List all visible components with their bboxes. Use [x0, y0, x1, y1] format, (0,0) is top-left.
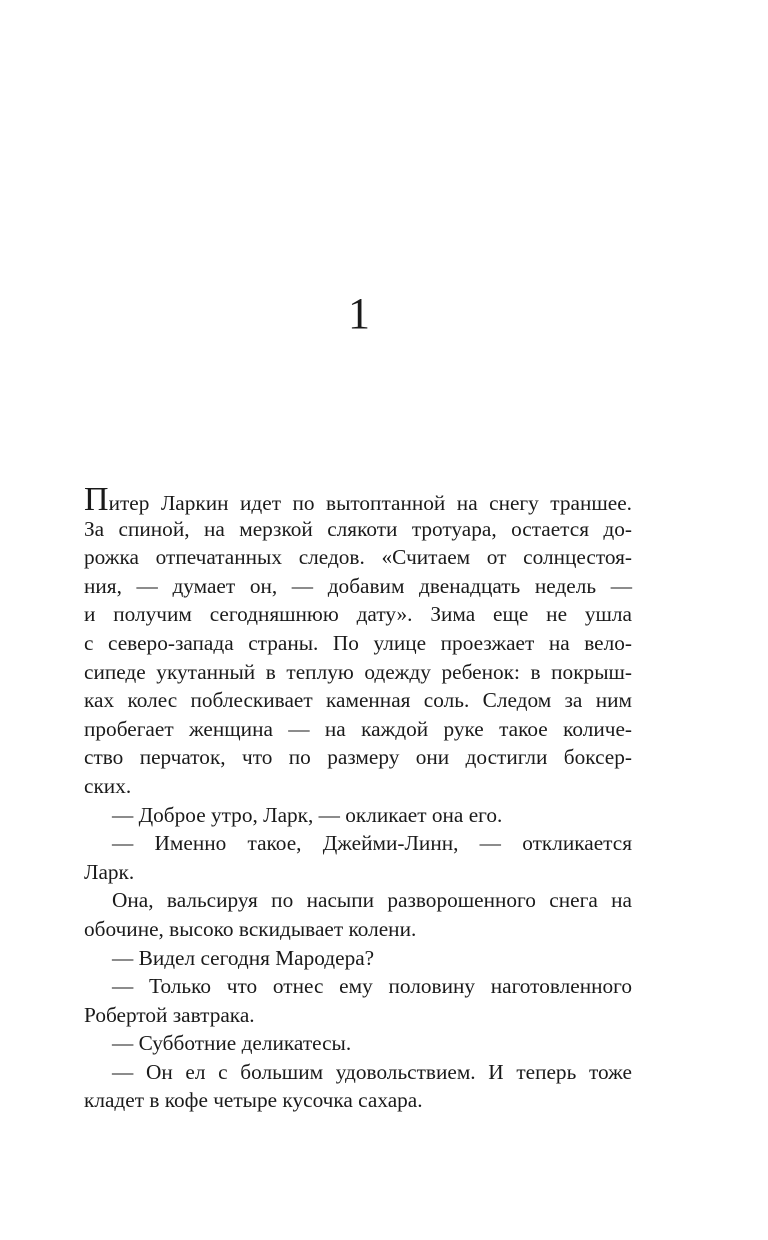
- paragraph-line: сипеде укутанный в теплую одежду ребенок: в покрыш-: [84, 659, 632, 684]
- body-text: [84, 481, 632, 1115]
- dialogue-line: — Субботние деликатесы.: [112, 1031, 352, 1056]
- dialogue-line: — Именно такое, Джейми-Линн, — откликается: [112, 831, 632, 856]
- paragraph-line: ках колес поблескивает каменная соль. Следом за ним: [84, 688, 632, 713]
- chapter-number: 1: [348, 289, 370, 338]
- paragraph-line: За спиной, на мерзкой слякоти тротуара, остается до-: [84, 516, 632, 541]
- drop-cap: П: [84, 481, 109, 518]
- paragraph-line: ния, — думает он, — добавим двенадцать недель —: [84, 573, 632, 598]
- paragraph-line: и получим сегодняшнюю дату». Зима еще не ушла: [84, 602, 632, 627]
- dialogue-line: — Он ел с большим удовольствием. И теперь тоже: [112, 1059, 632, 1084]
- paragraph-line: ских.: [84, 773, 132, 798]
- dialogue-line: Она, вальсируя по насыпи разворошенного снега на: [112, 888, 632, 913]
- dialogue-line: Ларк.: [84, 859, 135, 884]
- dialogue-line: обочине, высоко вскидывает колени.: [84, 916, 417, 941]
- paragraph-line: ство перчаток, что по размеру они достигли боксер-: [84, 745, 632, 770]
- paragraph-line: с северо-запада страны. По улице проезжает на вело-: [84, 630, 632, 655]
- paragraph-line: пробегает женщина — на каждой руке такое количе-: [84, 716, 632, 741]
- dialogue-line: — Только что отнес ему половину наготовленного: [112, 974, 632, 999]
- dialogue-line: — Видел сегодня Мародера?: [112, 945, 375, 970]
- dialogue-line: Робертой завтрака.: [84, 1002, 255, 1027]
- paragraph-line: Питер Ларкин идет по вытоптанной на снегу траншее.: [84, 481, 632, 518]
- paragraph-line: рожка отпечатанных следов. «Считаем от солнцестоя-: [84, 545, 632, 570]
- dialogue-line: кладет в кофе четыре кусочка сахара.: [84, 1088, 423, 1113]
- dialogue-line: — Доброе утро, Ларк, — окликает она его.: [112, 802, 503, 827]
